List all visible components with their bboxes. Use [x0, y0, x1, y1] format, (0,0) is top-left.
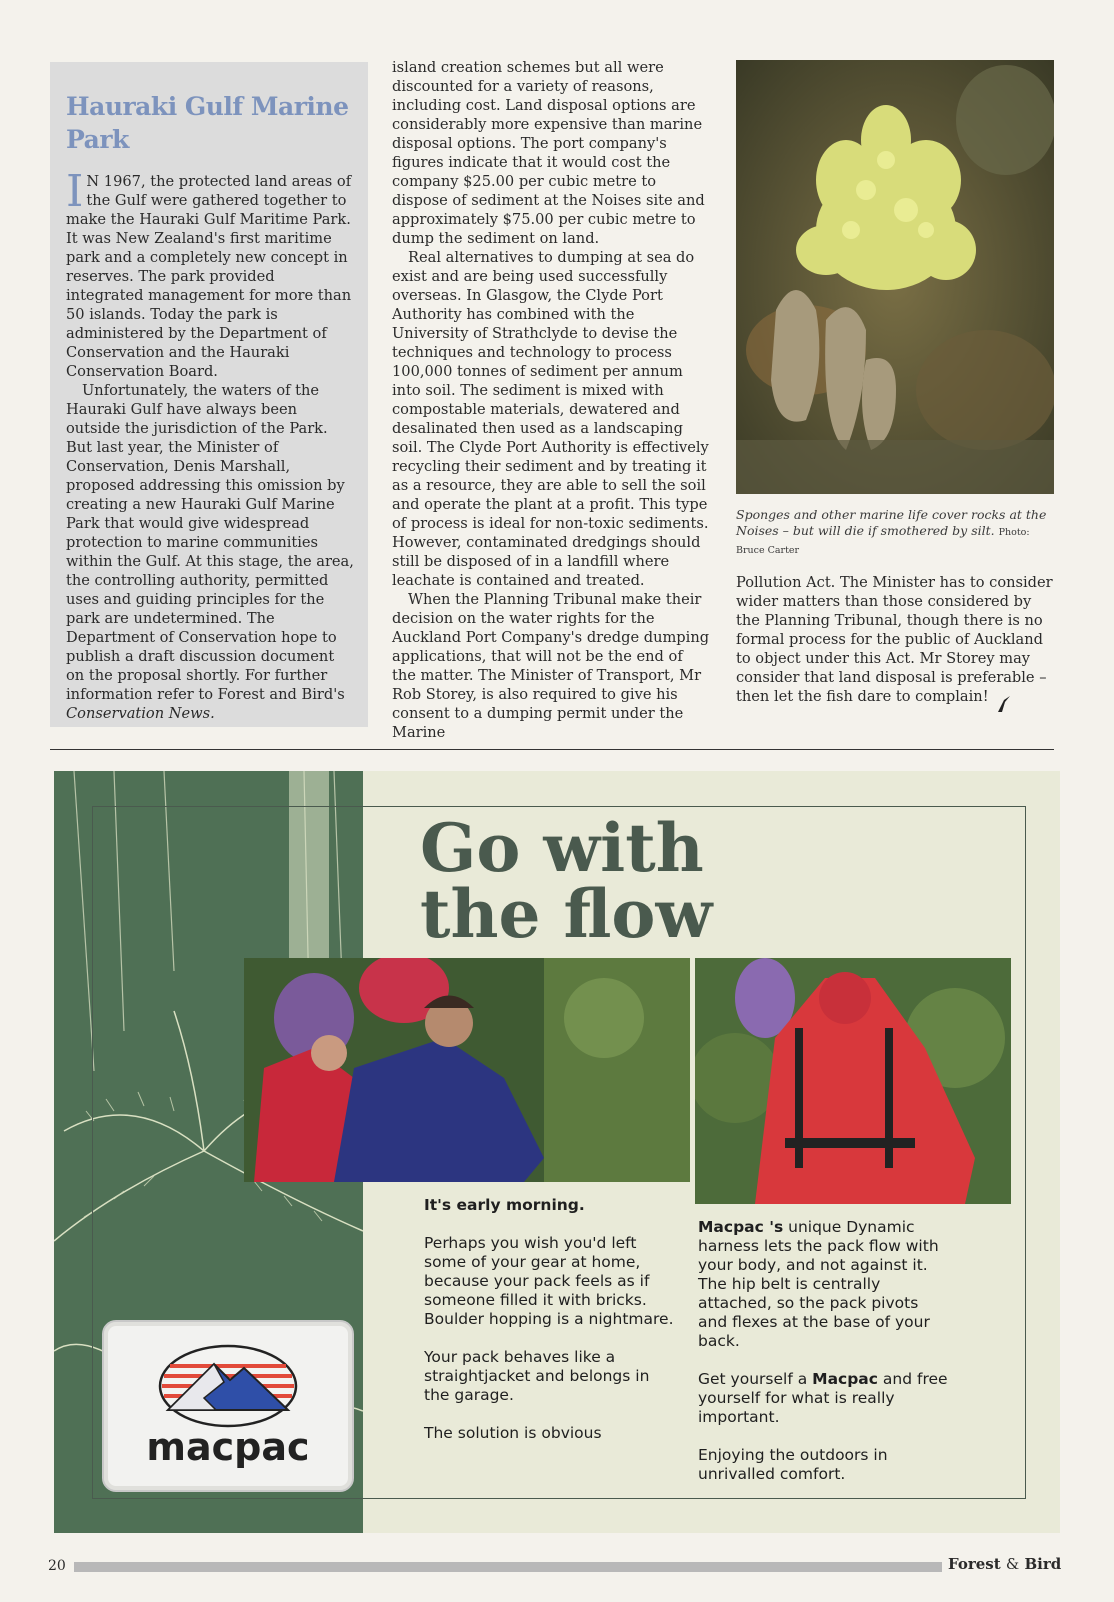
article-paragraph: island creation schemes but all were discounted for a variety of reasons, including cost. Land disposal options are considerably more expensive than marine disposal options. The port company's figures indicate that it would cost the company $25.00 per cubic metre to dispose of sediment at the Noises site and approximately $75.00 per cubic metre to dump the sediment on land.	[392, 59, 705, 247]
photo-caption	[736, 507, 1054, 559]
ad-paragraph	[698, 1370, 948, 1427]
ad-intro: It's early morning.	[424, 1196, 585, 1214]
magazine-name	[948, 1555, 1061, 1573]
article-paragraph: When the Planning Tribunal make their decision on the water rights for the Auckland Port Company's dredge dumping applications, that will not be the end of the matter. The Minister of Transport, Mr Rob Storey, is also required to give his consent to a dumping permit under the Marine	[392, 591, 710, 741]
article-paragraph: Pollution Act. The Minister has to consider wider matters than those considered by the Planning Tribunal, though there is no formal process for the public of Auckland to object under this Act. Mr Storey may consider that land disposal is preferable – then let the fish dare to complain!	[736, 574, 1053, 705]
sidebar-paragraph	[66, 381, 354, 723]
sponge-photo	[736, 60, 1054, 494]
sidebar-para2-italic: Conservation News.	[66, 705, 215, 722]
headline-line-2: the flow	[420, 875, 713, 953]
article-column-3	[736, 573, 1054, 706]
ad-text-column-1	[424, 1196, 674, 1462]
ad-headline	[420, 809, 713, 953]
ad-paragraph: Your pack behaves like a straightjacket and belongs in the garage.	[424, 1348, 650, 1404]
caption-text: Sponges and other marine life cover rocks at the Noises – but will die if smothered by silt.	[736, 507, 1047, 538]
ad-p5-post: and free yourself for what is really important.	[698, 1370, 948, 1426]
drop-cap: I	[66, 166, 84, 217]
sidebar-box	[50, 62, 368, 727]
headline-line-1: Go with	[420, 809, 704, 887]
magazine-ampersand: &	[1005, 1555, 1020, 1573]
ad-p4-text: unique Dynamic harness lets the pack flow with your body, and not against it. The hip belt is centrally attached, so the pack pivots and flexes at the base of your back.	[698, 1218, 939, 1350]
section-divider	[50, 749, 1054, 750]
logo-text: macpac	[146, 1425, 310, 1469]
ad-paragraph	[698, 1218, 948, 1351]
brand-name: Macpac	[812, 1370, 878, 1388]
ad-paragraph: Enjoying the outdoors in unrivalled comfort.	[698, 1446, 888, 1483]
footer-bar	[74, 1562, 942, 1572]
brand-name: Macpac 's	[698, 1218, 784, 1236]
sidebar-title: Hauraki Gulf Marine Park	[66, 92, 349, 154]
sidebar-para2-text: Unfortunately, the waters of the Hauraki Gulf have always been outside the jurisdiction of the Park. But last year, the Minister of Conservation, Denis Marshall, proposed addressing this omission by creating a new Hauraki Gulf Marine Park that would give widespread protection to marine communities within the Gulf. At this stage, the area, the controlling authority, permitted uses and guiding principles for the park are undetermined. The Department of Conservation hope to publish a draft discussion document on the proposal shortly. For further information refer to Forest and Bird's	[66, 382, 354, 703]
magazine-name-b: Bird	[1024, 1555, 1062, 1573]
article-column-2	[392, 58, 710, 742]
article-paragraph: Real alternatives to dumping at sea do exist and are being used successfully overseas. In Glasgow, the Clyde Port Authority has combined with the University of Strathclyde to devise the techniques and technology to process 100,000 tonnes of sediment per annum into soil. The sediment is mixed with compostable materials, dewatered and desalinated then used as a landscaping soil. The Clyde Port Authority is effectively recycling their sediment and by treating it as a resource, they are able to sell the soil and operate the plant at a profit. This type of process is ideal for non-toxic sediments. However, contaminated dredgings should still be disposed of in a landfill where leachate is contained and treated.	[392, 249, 709, 589]
bird-end-mark-icon	[996, 694, 1012, 718]
hikers-photo-right	[695, 958, 1011, 1204]
ad-p5-pre: Get yourself a	[698, 1370, 813, 1388]
photo-credit: Photo: Bruce Carter	[736, 527, 1030, 556]
macpac-logo-patch	[102, 1320, 354, 1492]
sidebar-paragraph	[66, 166, 354, 381]
ad-paragraph: The solution is obvious	[424, 1424, 602, 1442]
page-number: 20	[48, 1558, 66, 1574]
sidebar-para1-text: N 1967, the protected land areas of the Gulf were gathered together to make the Hauraki Gulf Maritime Park. It was New Zealand's first maritime park and a completely new concept in reserves. The park provided integrated management for more than 50 islands. Today the park is administered by the Department of Conservation and the Hauraki Conservation Board.	[66, 173, 352, 380]
ad-paragraph: Perhaps you wish you'd left some of your gear at home, because your pack feels as if someone filled it with bricks. Boulder hopping is a nightmare.	[424, 1234, 674, 1328]
magazine-name-a: Forest	[948, 1555, 1001, 1573]
ad-text-column-2	[698, 1218, 948, 1503]
hikers-photo-left	[244, 958, 690, 1182]
